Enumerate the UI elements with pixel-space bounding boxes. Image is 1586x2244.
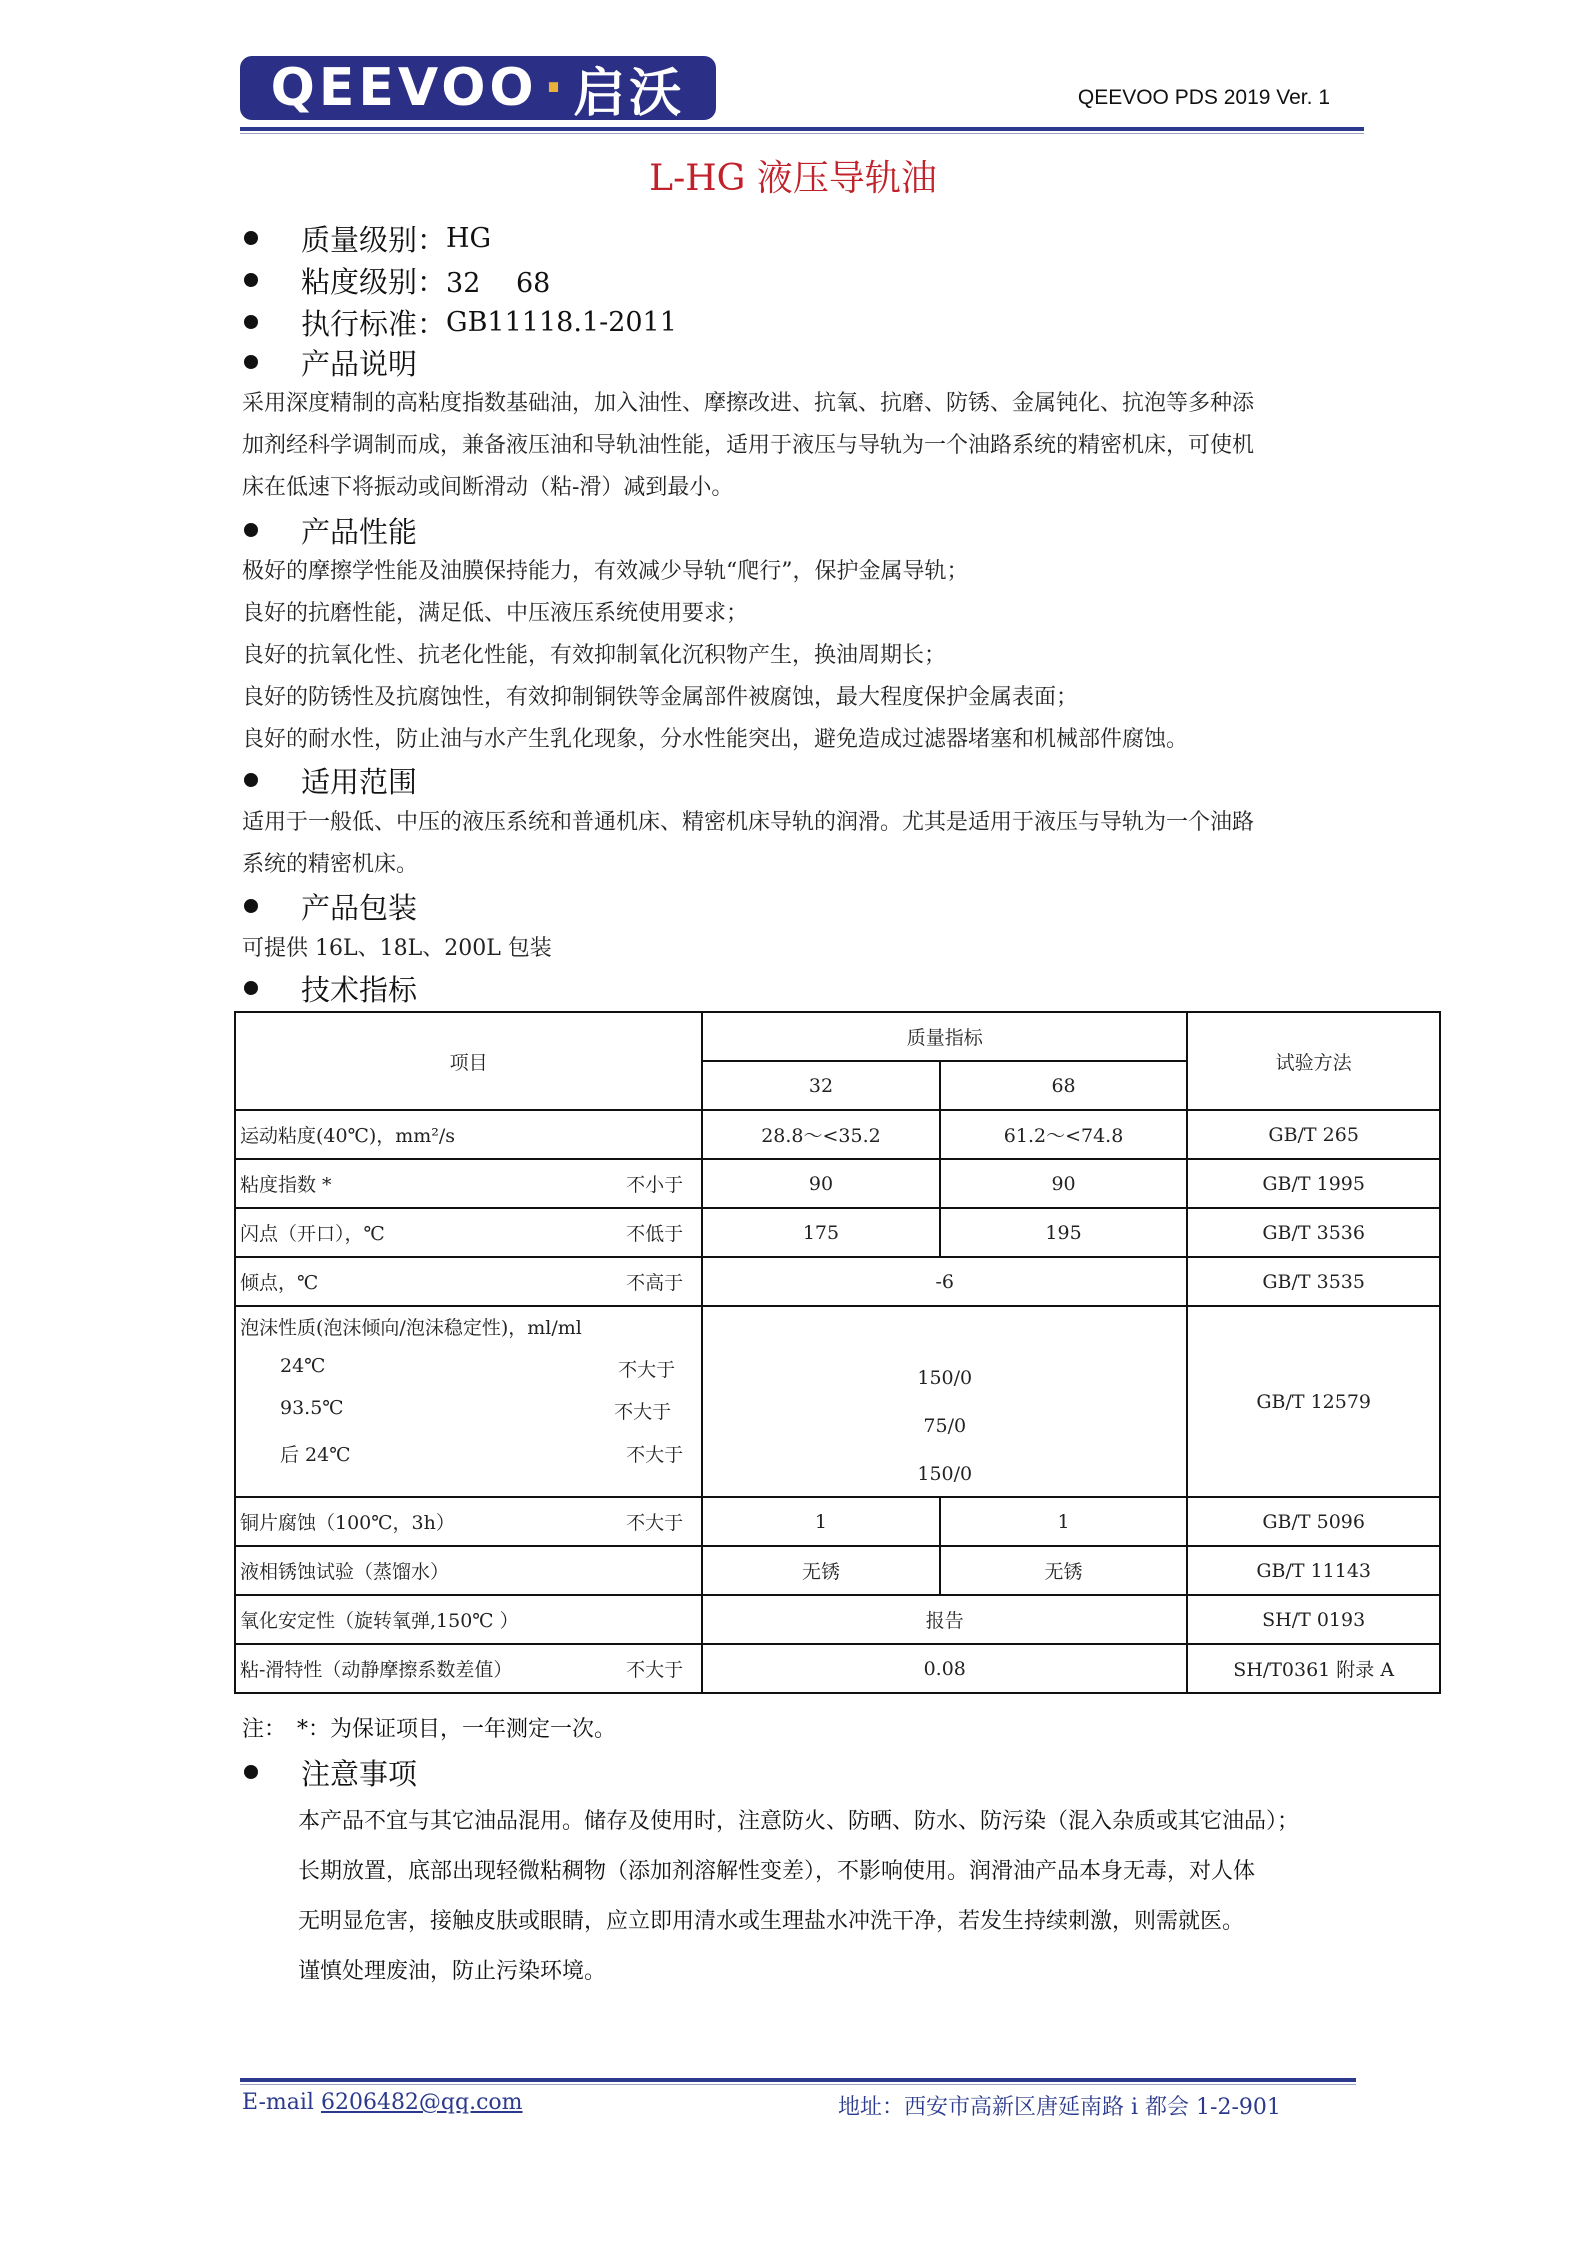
footer-rule (240, 2078, 1356, 2082)
row-limit: 不大于 (626, 1659, 684, 1681)
application-text: 适用于一般低、中压的液压系统和普通机床、精密机床导轨的润滑。尤其是适用于液压与导轨为一个油路 系统的精密机床。 (242, 810, 1255, 877)
foam-sub-label: 24℃ (280, 1355, 326, 1377)
foam-value: 150/0 (917, 1463, 973, 1485)
header-quality: 质量指标 (702, 1012, 1187, 1061)
row-method: SH/T 0193 (1187, 1595, 1440, 1644)
row-value-68: 1 (940, 1497, 1188, 1546)
row-method: GB/T 5096 (1187, 1497, 1440, 1546)
row-item: 液相锈蚀试验（蒸馏水） (240, 1561, 450, 1583)
header-method: 试验方法 (1187, 1012, 1440, 1110)
row-value-68: 90 (940, 1159, 1188, 1208)
row-limit: 不大于 (626, 1512, 684, 1534)
spec-viscosity-grade (244, 260, 550, 300)
technical-spec-table (234, 1011, 1441, 1694)
row-value-merged: -6 (702, 1257, 1187, 1306)
row-item: 铜片腐蚀（100℃，3h） (240, 1512, 455, 1534)
table-row-foam (235, 1306, 1440, 1497)
table-note: 注： *：为保证项目，一年测定一次。 (242, 1717, 617, 1742)
description-text: 采用深度精制的高粘度指数基础油，加入油性、摩擦改进、抗氧、抗磨、防锈、金属钝化、抗泡等多种添 加剂经科学调制而成，兼备液压油和导轨油性能，适用于液压与导轨为一个油路系统的精密机床，可使机 床在低速下将振动或间断滑动（粘-滑）减到最小。 (242, 391, 1255, 500)
table-row (235, 1208, 1440, 1257)
table-row (235, 1546, 1440, 1595)
row-value-32: 90 (702, 1159, 940, 1208)
logo-text: QEEVOO (270, 58, 538, 118)
row-limit: 不高于 (626, 1272, 684, 1294)
header-grade-32: 32 (702, 1061, 940, 1110)
spec-value: 32 68 (446, 267, 551, 299)
row-value-32: 175 (702, 1208, 940, 1257)
row-value-68: 195 (940, 1208, 1188, 1257)
row-item: 氧化安定性（旋转氧弹,150℃ ） (240, 1610, 519, 1632)
row-method: GB/T 265 (1187, 1110, 1440, 1159)
spec-standard (244, 302, 677, 342)
spec-label: 执行标准： (301, 306, 447, 341)
foam-sub-limit: 不大于 (626, 1444, 684, 1466)
foam-method: GB/T 12579 (1187, 1306, 1440, 1497)
table-row (235, 1257, 1440, 1306)
row-item: 闪点（开口），℃ (240, 1223, 385, 1245)
section-heading-packaging: 产品包装 (244, 886, 417, 926)
logo-cn: 启沃 (573, 63, 686, 124)
row-item: 粘度指数 * (240, 1174, 332, 1196)
bullet-icon (244, 899, 258, 913)
row-value-merged: 0.08 (702, 1644, 1187, 1693)
spec-label: 粘度级别： (301, 264, 447, 299)
foam-value: 75/0 (923, 1415, 967, 1437)
row-method: GB/T 3536 (1187, 1208, 1440, 1257)
row-method: GB/T 1995 (1187, 1159, 1440, 1208)
spec-value: HG (446, 222, 492, 254)
footer-email (242, 2090, 523, 2115)
email-label: E-mail (242, 2090, 321, 2115)
row-item: 运动粘度(40℃)，mm²/s (240, 1125, 456, 1147)
section-heading-description: 产品说明 (244, 342, 417, 382)
header-item: 项目 (235, 1012, 702, 1110)
row-value-32: 28.8～<35.2 (702, 1110, 940, 1159)
header-rule (240, 127, 1364, 131)
section-heading-caution: 注意事项 (244, 1752, 417, 1792)
section-heading-technical: 技术指标 (244, 968, 417, 1008)
row-item: 粘-滑特性（动静摩擦系数差值） (240, 1659, 513, 1681)
spec-quality-grade (244, 218, 491, 258)
bullet-icon (244, 273, 258, 287)
table-row (235, 1159, 1440, 1208)
company-logo (240, 56, 716, 124)
bullet-icon (244, 315, 258, 329)
footer-address: 地址：西安市高新区唐延南路 i 都会 1-2-901 (838, 2095, 1281, 2120)
section-heading-application: 适用范围 (244, 760, 417, 800)
section-heading-performance: 产品性能 (244, 510, 417, 550)
foam-sub-limit: 不大于 (618, 1359, 676, 1381)
performance-text: 极好的摩擦学性能及油膜保持能力，有效减少导轨“爬行”，保护金属导轨； 良好的抗磨性能，满足低、中压液压系统使用要求； 良好的抗氧化性、抗老化性能，有效抑制氧化沉积物产生，换油周期长； 良好的防锈性及抗腐蚀性，有效抑制铜铁等金属部件被腐蚀，最大程度保护金属表面； 良好的耐水性，防止油与水产生乳化现象，分水性能突出，避免造成过滤器堵塞和机械部件腐蚀。 (242, 559, 1189, 752)
row-value-32: 无锈 (702, 1546, 940, 1595)
spec-value: GB11118.1-2011 (446, 306, 677, 338)
caution-text: 本产品不宜与其它油品混用。储存及使用时，注意防火、防晒、防水、防污染（混入杂质或其它油品）； 长期放置，底部出现轻微粘稠物（添加剂溶解性变差），不影响使用。润滑油产品本身无毒，对人体 无明显危害，接触皮肤或眼睛，应立即用清水或生理盐水冲洗干净，若发生持续刺激，则需就医。 谨慎处理废油，防止污染环境。 (298, 1809, 1300, 1984)
packaging-text: 可提供 16L、18L、200L 包装 (242, 936, 552, 961)
row-method: SH/T0361 附录 A (1187, 1644, 1440, 1693)
table-header-row (235, 1012, 1440, 1061)
foam-item: 泡沫性质(泡沫倾向/泡沫稳定性)，ml/ml (240, 1317, 582, 1339)
foam-sub-label: 后 24℃ (280, 1444, 351, 1466)
spec-label: 质量级别： (301, 222, 447, 257)
row-method: GB/T 11143 (1187, 1546, 1440, 1595)
logo-dot: · (543, 58, 568, 118)
foam-sub-limit: 不大于 (614, 1401, 672, 1423)
bullet-icon (244, 231, 258, 245)
bullet-icon (244, 355, 258, 369)
row-value-68: 61.2～<74.8 (940, 1110, 1188, 1159)
document-reference: QEEVOO PDS 2019 Ver. 1 (1077, 86, 1330, 109)
bullet-icon (244, 523, 258, 537)
row-value-32: 1 (702, 1497, 940, 1546)
row-method: GB/T 3535 (1187, 1257, 1440, 1306)
header-grade-68: 68 (940, 1061, 1188, 1110)
row-value-68: 无锈 (940, 1546, 1188, 1595)
bullet-icon (244, 773, 258, 787)
email-link[interactable]: 6206482@qq.com (320, 2090, 523, 2115)
row-limit: 不低于 (626, 1223, 684, 1245)
page-title: L-HG 液压导轨油 (649, 158, 937, 199)
table-row (235, 1110, 1440, 1159)
foam-sub-label: 93.5℃ (280, 1397, 344, 1419)
table-row (235, 1644, 1440, 1693)
bullet-icon (244, 1765, 258, 1779)
bullet-icon (244, 981, 258, 995)
table-row (235, 1497, 1440, 1546)
footer-rule-thin (240, 2084, 1356, 2085)
row-value-merged: 报告 (702, 1595, 1187, 1644)
foam-value: 150/0 (917, 1367, 973, 1389)
row-item: 倾点，℃ (240, 1272, 319, 1294)
header-rule-thin (240, 133, 1364, 134)
table-row (235, 1595, 1440, 1644)
row-limit: 不小于 (626, 1174, 684, 1196)
